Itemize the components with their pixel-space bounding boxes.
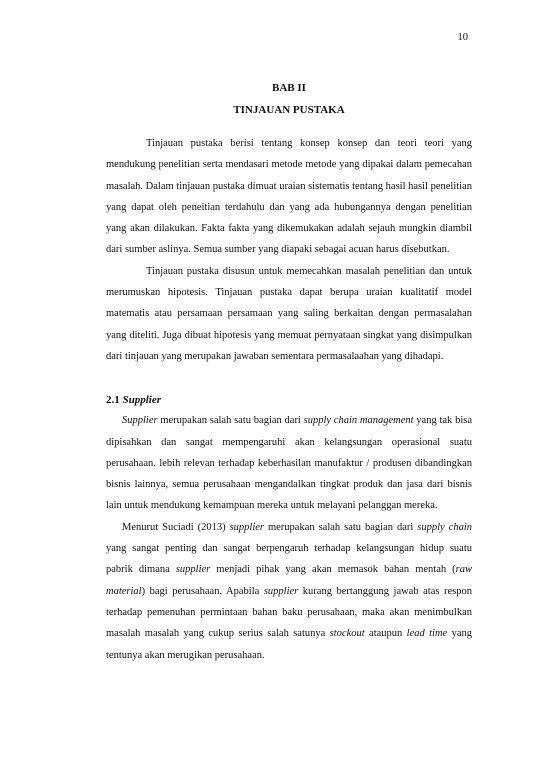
text: merupakan salah satu bagian dari xyxy=(157,415,304,427)
text-italic: supply chain management xyxy=(303,415,414,427)
text-italic: supplier xyxy=(175,564,211,576)
chapter-title: TINJAUAN PUSTAKA xyxy=(233,104,345,116)
section-title: Supplier xyxy=(122,394,162,407)
text-italic: supply chain xyxy=(417,521,472,533)
text-italic: raw material xyxy=(106,564,472,597)
text: ataupun xyxy=(364,628,407,640)
intro-paragraph-1: Tinjauan pustaka berisi tentang konsep konsep dan teori teori yang mendukung penelitian serta mendasari metode metode yang dipakai dalam pemecahan masalah. Dalam tinjauan pustaka dimuat uraian sistematis tentang hasil hasil penelitian yang dapat oleh peneitian terdahulu dan yang ada hubungannya dengan penelitian yang akan dilakukan. Fakta fakta yang dikemukakan adalah sejauh mungkin diambil dari sumber aslinya. Semua sumber yang diapaki sebagai acuan harus disebutkan. xyxy=(106,138,472,256)
section-number: 2.1 xyxy=(106,394,120,407)
text: yang sangat penting dan sangat berpengaruh terhadap kelangsungan hidup suatu pabrik dimana xyxy=(106,543,472,576)
text: menjadi pihak yang akan memasok bahan mentah ( xyxy=(210,564,456,576)
text: ) bagi perusahaan. Apabila xyxy=(141,585,264,597)
section-paragraph-1 xyxy=(106,410,472,516)
text: yang tentunya akan merugikan perusahaan. xyxy=(106,628,472,661)
page-number: 10 xyxy=(457,32,468,43)
text-italic: Supplier xyxy=(122,415,158,427)
text: kurang bertanggung jawab atas respon terhadap pemenuhan permintaan bahan baku perusahaan, maka akan menimbulkan masalah masalah yang cukup serius salah satunya xyxy=(106,585,472,640)
document-body xyxy=(106,82,472,666)
text: Menurut Suciadi (2013) xyxy=(122,521,230,533)
text-italic: supplier xyxy=(229,521,264,533)
text: yang tak bisa dipisahkan dan sangat mempengaruhi akan kelangsungan operasional suatu perusahaan. lebih relevan terhadap keberhasilan manufaktur / produsen dibandingkan bisnis lainnya, semua perusahaan mengandalkan tingkat produk dan jasa dari bisnis lain untuk mendukung kemampuan mereka untuk melayani pelanggan mereka. xyxy=(106,415,472,512)
text-italic: lead time xyxy=(406,628,448,640)
text-italic: supplier xyxy=(263,585,299,597)
section-paragraph-2 xyxy=(106,517,472,666)
text: merupakan salah satu bagian dari xyxy=(264,521,418,533)
text-italic: stockout xyxy=(329,628,365,640)
chapter-label: BAB II xyxy=(272,82,306,94)
section-heading xyxy=(106,390,472,410)
intro-paragraph-2: Tinjauan pustaka disusun untuk memecahkan masalah penelitian dan untuk merumuskan hipotesis. Tinjauan pustaka dapat berupa uraian kualitatif model matematis atau persamaan persamaan yang saling berkaitan dengan permasalahan yang diteliti. Juga dibuat hipotesis yang memuat pernyataan singkat yang disimpulkan dari tinjauan yang merupakan jawaban sementara permasalaahan yang dihadapi. xyxy=(106,265,472,362)
